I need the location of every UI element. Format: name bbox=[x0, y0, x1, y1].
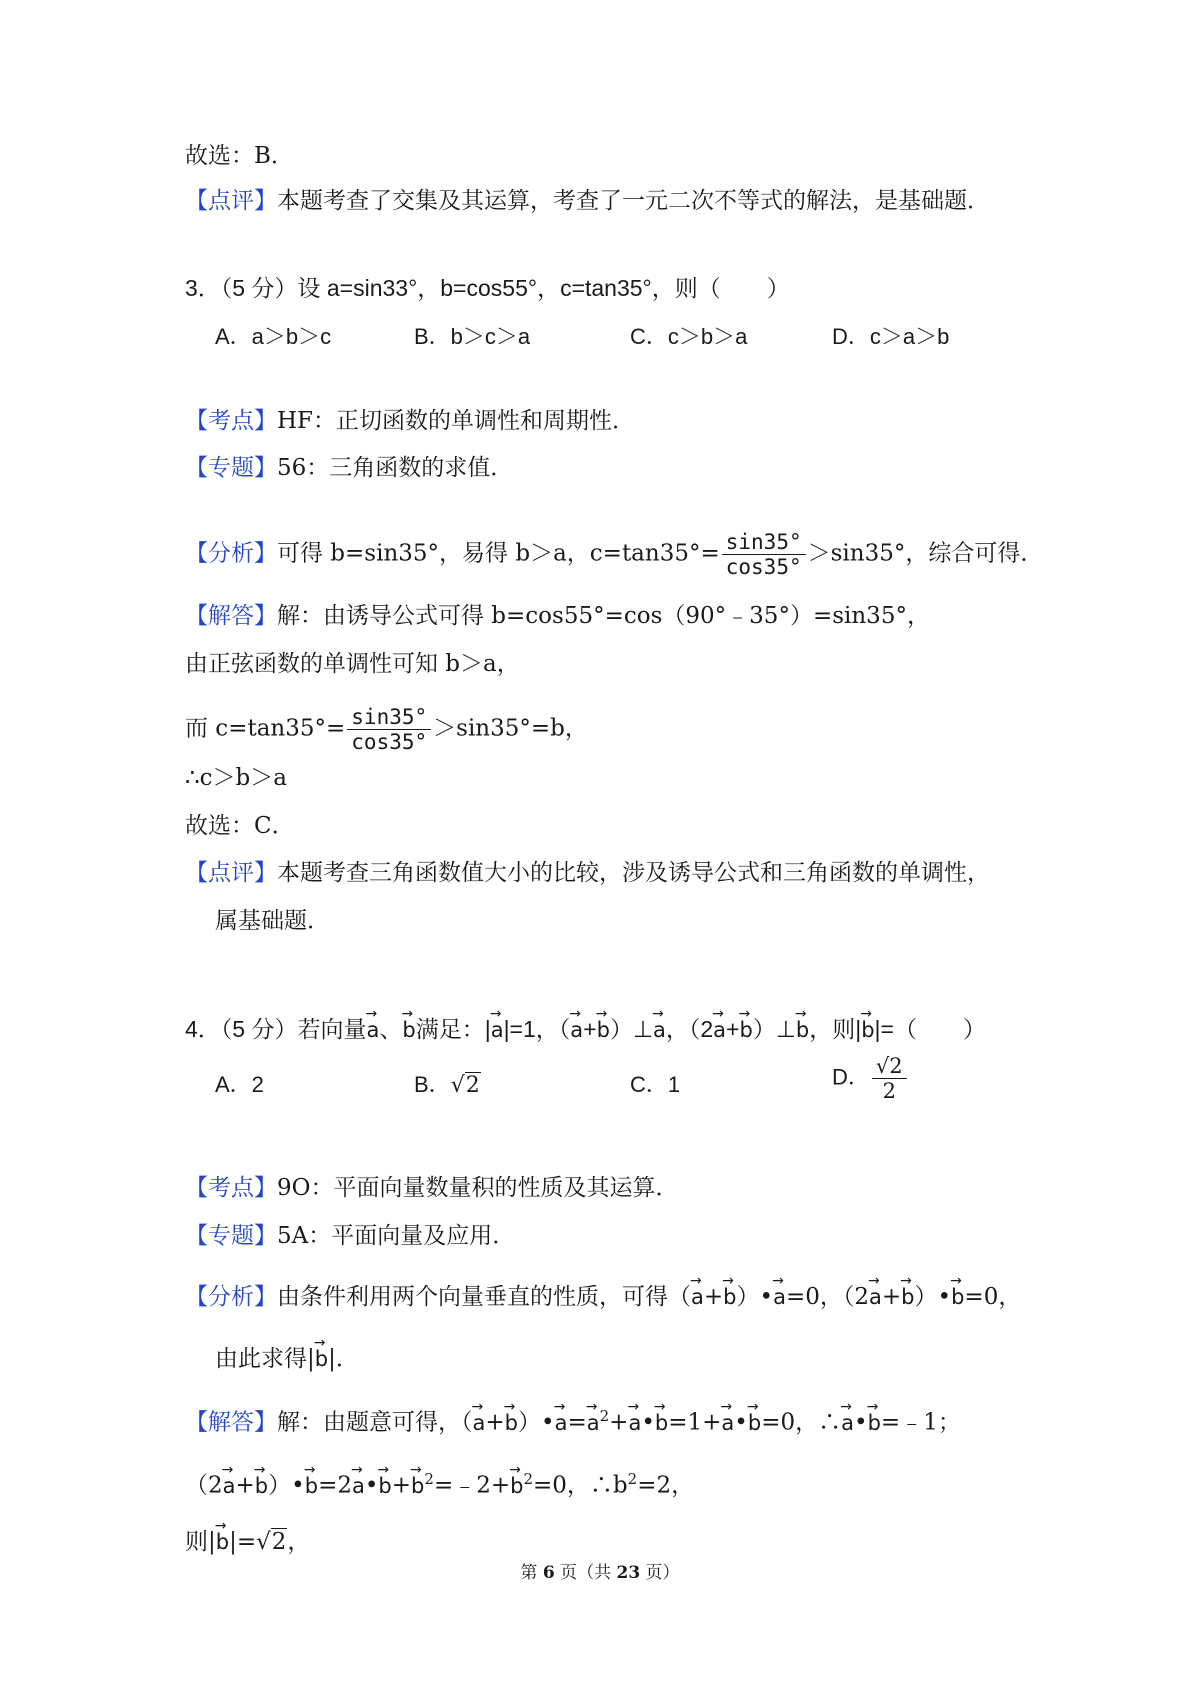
vector-b: → b bbox=[748, 1403, 761, 1439]
q4-option-c: C．1 bbox=[630, 1072, 681, 1097]
sqrt-radicand: 2 bbox=[271, 1529, 287, 1555]
q4-option-a: A．2 bbox=[215, 1072, 264, 1097]
q3-fenxi bbox=[185, 530, 1043, 579]
fenxi-tag: 【分析】 bbox=[185, 540, 277, 567]
vector-a: → a bbox=[841, 1403, 854, 1439]
vector-b: → b bbox=[868, 1403, 881, 1439]
jieda-text: 解：由题意可得， bbox=[277, 1409, 461, 1436]
vector-b: → b bbox=[739, 1010, 752, 1046]
zhuanti-tag: 【专题】 bbox=[185, 1223, 277, 1249]
comment-tag: 【点评】 bbox=[185, 188, 277, 214]
sqrt: √2 bbox=[450, 1073, 480, 1098]
vector-a: → a bbox=[555, 1403, 568, 1439]
comment-text: 本题考查了交集及其运算，考查了一元二次不等式的解法，是基础题． bbox=[277, 188, 990, 214]
kaodian-tag: 【考点】 bbox=[185, 1175, 277, 1201]
line3-pre: 而 c=tan35°= bbox=[185, 715, 346, 742]
jieda-tag: 【解答】 bbox=[185, 1409, 277, 1436]
vector-b: → b bbox=[255, 1466, 268, 1502]
page-number: 6 bbox=[542, 1563, 555, 1583]
vector-b: → b bbox=[951, 1277, 964, 1313]
fraction-denominator: cos35° bbox=[351, 730, 428, 754]
vector-b: → b bbox=[505, 1403, 518, 1439]
vector-a: → a bbox=[570, 1010, 583, 1046]
vector-a: → a bbox=[473, 1403, 486, 1439]
q4-jieda: 【解答】解：由题意可得，（→ a+→ b）•→ $a=\to a^2+\to$ a•→ b=1+→ a•→ b=0，∴→ a•→ b=﹣1； bbox=[185, 1400, 961, 1439]
vector-b: → b bbox=[402, 1010, 415, 1046]
vector-a: → a bbox=[713, 1010, 726, 1046]
zhuanti-tag: 【专题】 bbox=[185, 455, 277, 481]
vector-b: → b bbox=[305, 1466, 318, 1502]
q4-option-b bbox=[414, 1068, 481, 1099]
question-3-stem: 3．（5 分）设 a=sin33°，b=cos55°，c=tan35°，则（ ） bbox=[185, 275, 790, 301]
q4-option-d-label: D． bbox=[832, 1064, 870, 1090]
vector-a: → a bbox=[869, 1277, 882, 1313]
q4-option-b-label: B． bbox=[414, 1072, 451, 1097]
vector-a: → a bbox=[653, 1010, 666, 1046]
vector-a: → a bbox=[587, 1403, 600, 1439]
fenxi-text: 由条件利用两个向量垂直的性质，可得 bbox=[277, 1284, 668, 1310]
vector-b: → b bbox=[216, 1522, 229, 1558]
vector-b: → b bbox=[411, 1466, 424, 1502]
footer-mid: 页（共 bbox=[554, 1563, 617, 1583]
q3-dianping bbox=[185, 857, 990, 889]
dianping-text: 本题考查三角函数值大小的比较，涉及诱导公式和三角函数的单调性， bbox=[277, 860, 990, 886]
q3-option-b: B．b＞c＞a bbox=[414, 324, 531, 349]
kaodian-tag: 【考点】 bbox=[185, 408, 277, 434]
q3-solution-line-4: ∴c＞b＞a bbox=[185, 765, 287, 791]
zhuanti-text: 5A：平面向量及应用． bbox=[277, 1223, 516, 1249]
page-footer bbox=[0, 1558, 1200, 1583]
fenxi-post: ＞sin35°，综合可得． bbox=[807, 540, 1044, 567]
q4-solution-line-2: （2→ a+→ b）•→ b=2→ a•→ $b+\to b^2=﹣2+\to b^2=0$，$\therefore b^2=2$， bbox=[185, 1463, 694, 1502]
vector-b: → b bbox=[510, 1466, 523, 1502]
vector-a: → a bbox=[352, 1466, 365, 1502]
comment-line bbox=[185, 185, 990, 217]
vector-b: → b bbox=[861, 1010, 874, 1046]
vector-b: → b bbox=[796, 1010, 809, 1046]
q3-solution-line-2: 由正弦函数的单调性可知 b＞a， bbox=[185, 651, 520, 677]
q4-stem-pre: 4．（5 分）若向量 bbox=[185, 1016, 367, 1042]
q4-fenxi-cont: 由此求得|→ b|． bbox=[215, 1339, 359, 1375]
page-total: 23 bbox=[616, 1563, 641, 1583]
line3-post: ＞sin35°=b， bbox=[433, 715, 588, 742]
vector-a: → a bbox=[366, 1010, 379, 1046]
vector-b: → b bbox=[655, 1403, 668, 1439]
fenxi-cont: 由此求得 bbox=[215, 1346, 307, 1372]
q3-option-c: C．c＞b＞a bbox=[630, 324, 748, 349]
final-text: 则 bbox=[185, 1529, 208, 1555]
jieda-tag: 【解答】 bbox=[185, 603, 277, 629]
q3-jieda bbox=[185, 600, 930, 632]
q4-end: ，则 bbox=[809, 1016, 856, 1042]
jieda-text: 解：由诱导公式可得 b=cos55°=cos（90°﹣35°）=sin35°， bbox=[277, 603, 930, 629]
fraction-numerator: sin35° bbox=[722, 530, 806, 555]
q4-stem-mid: 满足： bbox=[415, 1016, 485, 1042]
q4-kaodian bbox=[185, 1172, 679, 1204]
zhuanti-text: 56：三角函数的求值． bbox=[277, 455, 514, 481]
fenxi-pre: 可得 b=sin35°，易得 b＞a，c=tan35°= bbox=[277, 540, 720, 567]
vector-a: → a bbox=[773, 1277, 786, 1313]
vector-b: → b bbox=[315, 1339, 328, 1375]
kaodian-text: 9O：平面向量数量积的性质及其运算． bbox=[277, 1175, 679, 1201]
vector-b: → b bbox=[901, 1277, 914, 1313]
q4-cond: =1，（ bbox=[509, 1016, 571, 1042]
q4-cond2: ）⊥ bbox=[609, 1016, 653, 1042]
fraction-numerator: sin35° bbox=[347, 705, 431, 730]
fenxi-tag: 【分析】 bbox=[185, 1284, 277, 1310]
vector-a: → a bbox=[691, 1277, 704, 1313]
fraction bbox=[722, 530, 806, 579]
fraction bbox=[347, 705, 431, 754]
q4-option-d bbox=[832, 1054, 909, 1103]
q4-zhuanti bbox=[185, 1220, 515, 1252]
fraction-denominator: cos35° bbox=[725, 555, 802, 579]
vector-b: → b bbox=[723, 1277, 736, 1313]
q4-fenxi: 【分析】由条件利用两个向量垂直的性质，可得（→ a+→ b）•→ a=0，（2→ a+→ b）•→ b=0， bbox=[185, 1277, 1021, 1313]
vector-a: → a bbox=[628, 1403, 641, 1439]
q4-cond3: ，（2 bbox=[665, 1016, 714, 1042]
kaodian-text: HF：正切函数的单调性和周期性． bbox=[277, 408, 636, 434]
dianping-tag: 【点评】 bbox=[185, 860, 277, 886]
q3-solution-line-3 bbox=[185, 705, 588, 754]
q3-dianping-cont: 属基础题． bbox=[215, 908, 330, 934]
vector-b: → b bbox=[597, 1010, 610, 1046]
footer-post: 页） bbox=[640, 1563, 680, 1583]
conclusion-line: 故选：B． bbox=[185, 143, 294, 169]
vector-a: → a bbox=[721, 1403, 734, 1439]
fraction-numerator: √2 bbox=[872, 1054, 907, 1079]
q3-solution-line-5: 故选：C． bbox=[185, 813, 295, 839]
sqrt-radicand: 2 bbox=[465, 1073, 480, 1098]
q3-zhuanti bbox=[185, 452, 513, 484]
q4-paren: =（ ） bbox=[880, 1016, 986, 1042]
fraction bbox=[872, 1054, 907, 1103]
fraction-denominator: 2 bbox=[882, 1079, 896, 1103]
vector-a: → a bbox=[491, 1010, 504, 1046]
footer-pre: 第 bbox=[520, 1563, 543, 1583]
vector-b: → b bbox=[378, 1466, 391, 1502]
question-4-stem: 4．（5 分）若向量→ a、→ b满足：|→ a|=1，（→ a+→ b）⊥→ a，（2→ a+→ b）⊥→ b，则|→ b|=（ ） bbox=[185, 1010, 986, 1046]
vector-a: → a bbox=[223, 1466, 236, 1502]
q3-option-a: A．a＞b＞c bbox=[215, 324, 332, 349]
q4-solution-line-3: 则|→ b|=√2， bbox=[185, 1522, 310, 1558]
q3-option-d: D．c＞a＞b bbox=[832, 324, 950, 349]
q3-kaodian bbox=[185, 405, 635, 437]
sqrt: √2 bbox=[256, 1529, 287, 1555]
